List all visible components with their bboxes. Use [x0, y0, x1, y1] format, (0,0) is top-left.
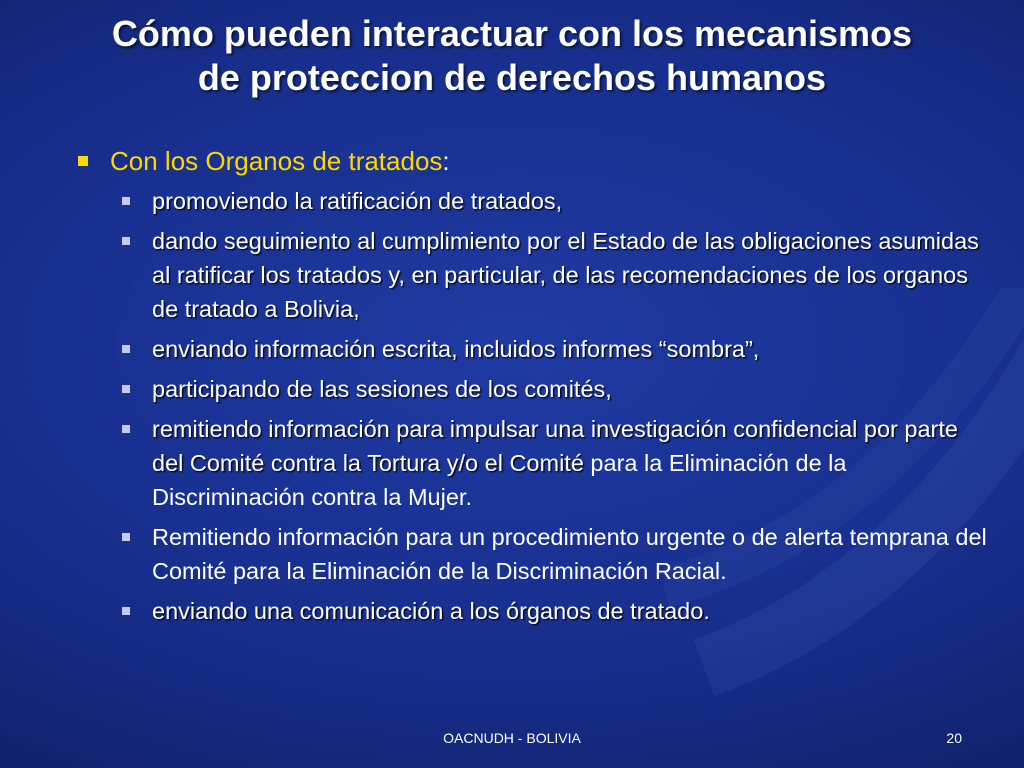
- slide-title: [0, 12, 1024, 100]
- sub-bullet-item: [122, 224, 988, 326]
- sub-bullet-item: [122, 594, 988, 628]
- slide-page-number: 20: [946, 730, 962, 746]
- sub-bullet-item: [122, 332, 988, 366]
- sub-bullet-text: participando de las sesiones de los comités,: [152, 376, 612, 402]
- sub-bullet-item: [122, 412, 988, 514]
- sub-bullet-list: [78, 184, 988, 628]
- sub-bullet-text: enviando una comunicación a los órganos de tratado.: [152, 598, 710, 624]
- sub-bullet-text: enviando información escrita, incluidos informes “sombra”,: [152, 336, 760, 362]
- square-bullet-icon: [122, 425, 130, 433]
- square-bullet-icon: [122, 237, 130, 245]
- sub-bullet-text-shadowed: remitiendo información para impulsar una investigación confidencial por parte del Comité contra la Tortura y/o el Comité: [152, 416, 958, 476]
- main-bullet-suffix: :: [442, 146, 450, 176]
- sub-bullet-text: promoviendo la ratificación de tratados,: [152, 188, 563, 214]
- footer-organization: OACNUDH - BOLIVIA: [443, 730, 581, 746]
- main-bullet-highlight: Con los Organos de tratados: [110, 146, 443, 176]
- square-bullet-icon: [122, 197, 130, 205]
- sub-bullet-text-plain: para la Eliminación de la Discriminación contra la Mujer.: [152, 450, 847, 510]
- square-bullet-icon: [122, 607, 130, 615]
- sub-bullet-text: dando seguimiento al cumplimiento por el Estado de las obligaciones asumidas al ratificar los tratados y, en particular, de las recomendaciones de los organos de tratado a Bolivia,: [152, 228, 979, 322]
- sub-bullet-item: [122, 372, 988, 406]
- sub-bullet-item: [122, 520, 988, 588]
- main-bullet: [78, 144, 988, 178]
- sub-bullet-text: Remitiendo información para un procedimiento urgente o de alerta temprana del Comité para la Eliminación de la Discriminación Racial.: [152, 524, 987, 584]
- slide-content: [78, 144, 988, 634]
- square-bullet-icon: [122, 345, 130, 353]
- title-line-1: Cómo pueden interactuar con los mecanismos: [111, 13, 913, 54]
- square-bullet-icon: [122, 533, 130, 541]
- square-bullet-icon: [78, 156, 88, 166]
- title-line-2: de proteccion de derechos humanos: [197, 57, 827, 98]
- square-bullet-icon: [122, 385, 130, 393]
- sub-bullet-item: [122, 184, 988, 218]
